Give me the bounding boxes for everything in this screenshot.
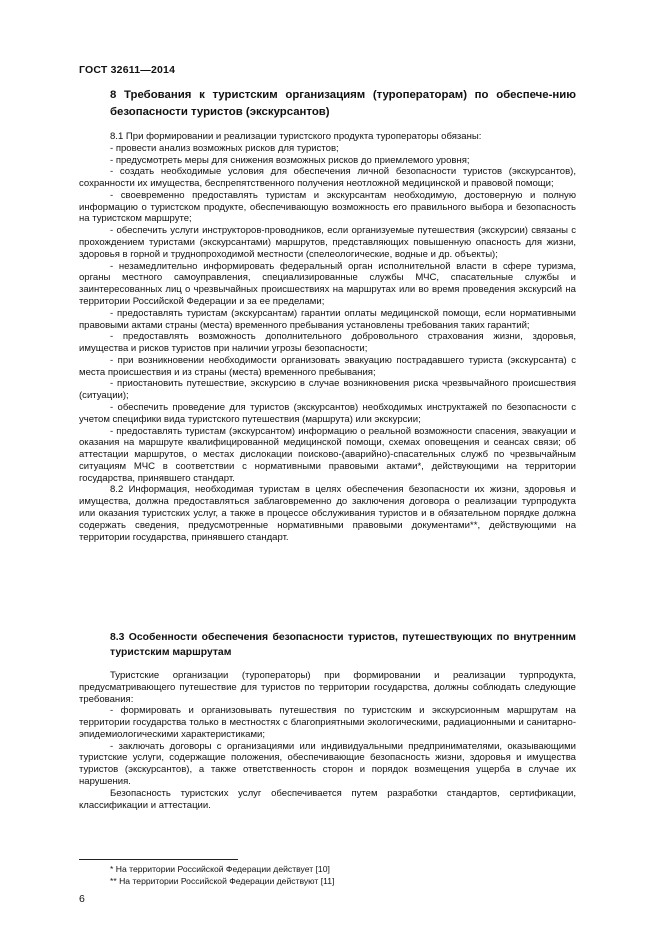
list-item: - предусмотреть меры для снижения возможных рисков до приемлемого уровня; [110,154,470,166]
paragraph: 8.2 Информация, необходимая туристам в целях обеспечения безопасности их жизни, здоровья и имущества, должна предоставляться заблаговременно до заключения договора о реализации турпродукта или оказания туристских услуг, а также в процессе обслуживания туристов и в обязательном порядке должна содержать сведения, предусмотренные нормативными правовыми документами**, действующими на территории государства, принявшего стандарт. [79,484,576,543]
list-item: - незамедлительно информировать федеральный орган исполнительной власти в сфере туризма, органы местного самоуправления, специализированные службы МЧС, спасательные службы и заинтересованных лиц о чрезвычайных происшествиях на маршрутах или во время проведения экскурсий на территории Российской Федерации и за ее пределами; [79,260,576,307]
list-item: - создать необходимые условия для обеспечения личной безопасности туристов (экскурсантов), сохранности их имущества, беспрепятственного получения неотложной медицинской и правовой помощи; [79,166,576,190]
footnote: * На территории Российской Федерации действует [10] [110,864,330,874]
list-item: - обеспечить проведение для туристов (экскурсантов) необходимых инструктажей по безопасности с учетом специфики вида туристского путешествия (маршрута) или экскурсии; [79,401,576,425]
list-item: - предоставлять возможность дополнительного добровольного страхования жизни, здоровья, имущества и рисков туристов при наличии угрозы безопасности; [79,331,576,355]
paragraph: 8.1 При формировании и реализации туристского продукта туроператоры обязаны: [110,131,482,142]
list-item: - предоставлять туристам (экскурсантам) гарантии оплаты медицинской помощи, если нормативными правовыми актами страны (места) временного пребывания установлены требования таких гарантий; [79,307,576,331]
section-8-3-body [79,670,576,811]
list-item: - формировать и организовывать путешествия по туристским и экскурсионным маршрутам на территории государства только в местностях с благоприятными экологическими, радиационными и санитарно-эпидемиологическими характеристиками; [79,705,576,740]
list-item: - предоставлять туристам (экскурсантом) информацию о реальной возможности спасения, эвакуации и оказания на маршруте квалифицированной медицинской помощи, схемах оповещения и сеансах связи; об аттестации маршрутов, о местах дислокации поисково-(аварийно)-спасательных служб по чрезвычайным ситуациям МЧС в соответствии с нормативными правовыми актами*, действующими на территории государства, принявшего стандарт. [79,425,576,484]
section-8-heading: 8 Требования к туристским организациям (туроператорам) по обеспече-нию безопасности туристов (экскурсантов) [110,89,576,118]
section-8-body [79,131,576,543]
page-number: 6 [79,893,85,905]
standard-header: ГОСТ 32611—2014 [79,64,176,76]
list-item: - провести анализ возможных рисков для туристов; [110,142,339,154]
footnote-divider [79,859,238,860]
paragraph: Туристские организации (туроператоры) при формировании и реализации турпродукта, предусматривающего путешествие для туристов по территории государства, должны соблюдать следующие требования: [79,670,576,705]
list-item: - приостановить путешествие, экскурсию в случае возникновения риска чрезвычайного происшествия (ситуации); [79,378,576,402]
section-8-3-heading: 8.3 Особенности обеспечения безопасности туристов, путешествующих по внутренним туристским маршрутам [110,632,576,658]
list-item: - своевременно предоставлять туристам и экскурсантам необходимую, достоверную и полную информацию о туристском продукте, обеспечивающую возможность его правильного выбора и безопасность на туристском маршруте; [79,189,576,225]
paragraph: Безопасность туристских услуг обеспечивается путем разработки стандартов, сертификации, классификации и аттестации. [79,787,576,811]
list-item: - заключать договоры с организациями или индивидуальными предпринимателями, оказывающими туристские услуги, содержащие положения, обеспечивающие безопасность жизни, здоровья и имущества туристов (экскурсантов), а также ответственность сторон и порядок возмещения ущерба в случае их нарушения. [79,740,576,788]
list-item: - при возникновении необходимости организовать эвакуацию пострадавшего туриста (экскурсанта) с места происшествия и из страны (места) временного пребывания; [79,354,576,378]
footnote: ** На территории Российской Федерации действуют [11] [110,876,335,886]
list-item: - обеспечить услуги инструкторов-проводников, если организуемые путешествия (экскурсии) связаны с прохождением туристами (экскурсантами) маршрутов, представляющих повышенную опасность для жизни, здоровья в горной и труднопроходимой местности (спелеологические, водные и др. объекты); [79,225,576,260]
